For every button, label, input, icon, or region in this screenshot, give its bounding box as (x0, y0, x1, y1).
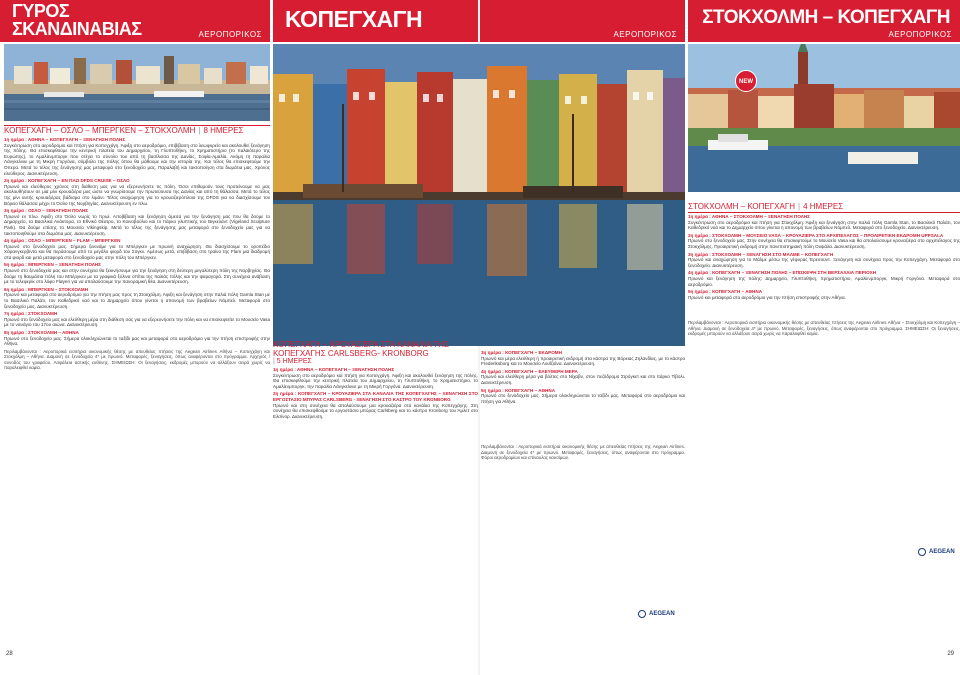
new-badge: NEW (735, 70, 757, 92)
divider-line (688, 212, 960, 213)
tour-days: 4 ΗΜΕΡΕΣ (803, 202, 844, 211)
day-heading: 1η ημέρα : ΑΘΗΝΑ – ΣΤΟΚΧΟΛΜΗ – ΞΕΝΑΓΗΣΗ ΠΟΛΗΣ (688, 214, 810, 219)
section-title: ΚΟΠΕΓΧΑΓΗ – ΟΣΛΟ – ΜΠΕΡΓΚΕΝ – ΣΤΟΚΧΟΛΜΗ | 8 ΗΜΕΡΕΣ (4, 126, 244, 135)
aegean-logo (918, 548, 955, 556)
day-text: Πρωινό και μεταφορά στο αεροδρόμιο για την πτήση μας προς τη Στοκχόλμη. Άφιξη και ξενάγηση στην παλιά πόλη Gamla Stan με το Βασιλικό Παλάτι, τον Καθεδρικό ναό και το Δημαρχείο όπου γίνεται η απονομή των βραβείων Νόμπελ. Μεταφορά στο ξενοδοχείο μας. Διανυκτέρευση. (4, 292, 270, 309)
day-text: Πρωινό εν πλω. Άφιξη στο Όσλο νωρίς το πρωί. Αποβίβαση και ξενάγηση άμεσα για την ξενάγηση μας που θα δούμε το Δημαρχείο, τα Βασιλικά Ανάκτορα, το Εθνικό Θέατρο, το Κοινοβούλιο και το πάρκο γλυπτικής του Βιγκελάντ (Vigeland Sculpture Park). Θα δούμε επίσης το Μουσείο Vikingskip. Μετά το τέλος της ξενάγησης μας μεταφορά στο ξενοδοχείο μας για να τακτοποιηθούμε στα δωμάτια μας. Διανυκτέρευση. (4, 213, 270, 236)
day-heading: 3η ημέρα : ΣΤΟΚΧΟΛΜΗ – ΞΕΝΑΓΗΣΗ ΣΤΟ ΜΑΛΜΕ – ΚΟΠΕΓΧΑΓΗ (688, 251, 834, 257)
day-heading: 7η ημέρα : ΣΤΟΚΧΟΛΜΗ (4, 311, 58, 317)
banner-subtitle: ΑΕΡΟΠΟΡΙΚΟΣ (888, 30, 952, 39)
day-item (481, 388, 685, 405)
day-item (4, 262, 270, 284)
day-text: Πρωινό στο ξενοδοχείο μας. Σήμερα ολοκληρώνεται το ταξίδι μας. Μεταφορά στο αεροδρόμιο και πτήση για Αθήνα. (481, 393, 685, 404)
banner-subtitle: ΑΕΡΟΠΟΡΙΚΟΣ (198, 30, 262, 39)
photo-oslo-harbour (4, 44, 270, 121)
day-text: Πρωινό και μεταφορά στο αεροδρόμιο για την πτήση επιστροφής στην Αθήνα. (688, 294, 846, 300)
day-item (481, 369, 685, 386)
inclusions-note: Περιλαμβάνονται : Αεροπορικά εισιτήρια οικονομικής θέσης με απευθείας πτήσεις της Aegean Airlines Αθήνα – Στοκχόλμη και Κοπεγχάγη – Αθήνα. Διαμονή σε ξενοδοχεία 4* με πρωινό. Μεταφορές, ξεναγήσεις, όπως αναφέρονται στο πρόγραμμα. ΣΗΜΕΙΩΣΗ: Οι ξεναγήσεις, εκδρομές μπορούν να αλλάξουν σειρά χωρίς να παραλειφθεί καμία. (688, 320, 960, 337)
day-item (4, 178, 270, 206)
day-heading: 5η ημέρα : ΚΟΠΕΓΧΑΓΗ – ΑΘΗΝΑ (688, 289, 763, 295)
day-item (4, 287, 270, 309)
day-text: Πρωινό και ξενάγηση της πόλης: Δημαρχείο, Γλυπτοθήκη, Χρηματιστήριο, Αμαλίενμποργκ, Μικρή Γοργόνα. Μεταφορά στο αεροδρόμιο. (688, 275, 960, 287)
day-text: Συγκέντρωση στο αεροδρόμιο και πτήση για Κοπεγχάγη. Άφιξη και ακολουθεί ξενάγηση της πόλης. Θα επισκεφθούμε την κεντρική πλατεία του Δημαρχείου, τη Γλυπτοθήκη, το Χρηματιστήριο, το Αμαλίενμποργκ, την παραλία Λάνγκελινιε με τη Μικρή Γοργόνα. Διανυκτέρευση. (273, 372, 478, 389)
section-title: ΣΤΟΚΧΟΛΜΗ – ΚΟΠΕΓΧΑΓΗ | 4 ΗΜΕΡΕΣ (688, 202, 844, 211)
day-heading: 4η ημέρα : ΟΣΛΟ – ΜΠΕΡΓΚΕΝ – FLAM – ΜΠΕΡΓΚΕΝ (4, 238, 121, 244)
day-heading: 2η ημέρα : ΚΟΠΕΓΧΑΓΗ – ΕΝ ΠΛΩ DFDS CRUISE – ΟΣΛΟ (4, 178, 130, 184)
day-item (481, 350, 685, 367)
day-text: Συγκέντρωση στο αεροδρόμιο και πτήση για Κοπεγχάγη. Άφιξη στο αεροδρόμιο, επιβίβαση στο λεωφορείο και ακολουθεί ξενάγηση της πόλης. Θα επισκεφθούμε την κεντρική πλατεία του Δημαρχείου, τη Γλυπτοθήκη, το Χρηματιστήριο (το παλαιότερο της Ευρώπης), το Αμαλίενμποργκ που στέγει το σύνολο του από τη βασίλισσα της Δανίας, Σοφία-Αμαλία. Ακόμη τη παραλία Λάνγκελινιε με τη Μικρή Γοργόνα, σύμβολο της πόλης όπου θα μάθουμε και την ιστορία της. Και τέλος θα επισκεφτούμε την Οπερα. Μετά το τέλος της ξενάγησης μας μεταφορά στο ξενοδοχείο μας. Παραλαβή και τακτοποίηση στα δωμάτια μας. Χρόνος ελεύθερος. Διανυκτέρευση. (4, 142, 270, 176)
day-text: Πρωινό στο ξενοδοχείο μας. Σήμερα ολοκληρώνεται το ταξίδι μας και μεταφορά στο αεροδρόμιο για την πτήση επιστροφής στην Αθήνα. (4, 335, 270, 347)
divider-line (4, 125, 270, 126)
tour-title: ΚΟΠΕΓΧΑΓΗ – ΟΣΛΟ – ΜΠΕΡΓΚΕΝ – ΣΤΟΚΧΟΛΜΗ (4, 126, 196, 135)
tour-title: ΣΤΟΚΧΟΛΜΗ – ΚΟΠΕΓΧΑΓΗ (688, 202, 796, 211)
day-text: Πρωινό στο ξενοδοχείο μας. Σήμερα ξεκινάμε για το Μπέργκεν με πρωινή αναχώρηση. Θα διασχίσουμε το οροπέδιο Χάρανγκερβιντα και θα περάσουμε από το μεγάλο φιορδ του Σογκν. Αμέσως μετά, επιβίβαση στο τραίνο της Flam μια διαδρομή στα φιορδ και μετά μεταφορά στο ξενοδοχείο μας στην πόλη του Μπέργκεν. (4, 243, 270, 260)
day-heading: 1η ημέρα : ΑΘΗΝΑ – ΚΟΠΕΓΧΑΓΗ – ΞΕΝΑΓΗΣΗ ΠΟΛΗΣ (273, 367, 395, 372)
day-item (273, 391, 478, 419)
day-heading: 2η ημέρα : ΚΟΠΕΓΧΑΓΗ – ΚΡΟΥΑΖΙΕΡΑ ΣΤΑ ΚΑΝΑΛΙΑ ΤΗΣ ΚΟΠΕΓΧΑΓΗΣ – ΞΕΝΑΓΗΣΗ ΣΤΟ ΕΡΓΟΣΤΑΣΙΟ ΜΠΥΡΑΣ CARLSBERG - ΞΕΝΑΓΗΣΗ ΣΤΟ ΚΑΣΤΡΟ ΤΟΥ KRONBORG (273, 391, 478, 402)
itinerary-column (273, 367, 478, 639)
aegean-logo (638, 610, 675, 618)
banner-stockholm-copenhagen (688, 0, 960, 42)
photo-nyhavn-canal (273, 44, 685, 346)
day-text: Πρωινό και στη συνέχεια θα απολαύσουμε μια κρουαζιέρα στα κανάλια της Κοπεγχάγης. Στη συνέχεια θα επισκεφθούμε το εργοστάσιο μπύρας Carlsberg και το κάστρο Kronborg του Άμλετ στο Ελσίνορ. Διανυκτέρευση. (273, 402, 478, 419)
day-item (688, 252, 960, 269)
banner-title: ΚΟΠΕΓΧΑΓΗ (285, 6, 423, 32)
day-item (4, 311, 270, 328)
day-text: Συγκέντρωση στο αεροδρόμιο και πτήση για Στοκχόλμη. Άφιξη και ξενάγηση στην παλιά πόλη Gamla Stan, το Βασιλικό Παλάτι, τον Καθεδρικό ναό και το Δημαρχείο όπου γίνεται η απονομή των βραβείων Νόμπελ. Μεταφορά στο ξενοδοχείο. Διανυκτέρευση. (688, 219, 960, 231)
day-item (4, 330, 270, 347)
photo-stockholm-skyline (688, 44, 960, 192)
day-heading: 3η ημέρα : ΚΟΠΕΓΧΑΓΗ – ΕΚΔΡΟΜΗ (481, 350, 562, 355)
banner-title: ΣΤΟΚΧΟΛΜΗ – ΚΟΠΕΓΧΑΓΗ (702, 7, 950, 28)
tour-days: | 5 ΗΜΕΡΕΣ (273, 358, 312, 365)
day-heading: 5η ημέρα : ΜΠΕΡΓΚΕΝ – ΞΕΝΑΓΗΣΗ ΠΟΛΗΣ (4, 262, 101, 268)
banner-subtitle: ΑΕΡΟΠΟΡΙΚΟΣ (613, 30, 677, 39)
day-item (273, 367, 478, 389)
day-heading: 5η ημέρα : ΚΟΠΕΓΧΑΓΗ – ΑΘΗΝΑ (481, 387, 556, 393)
day-heading: 4η ημέρα : ΚΟΠΕΓΧΑΓΗ – ΞΕΝΑΓΗΣΗ ΠΟΛΗΣ – ΕΠΙΣΚΕΨΗ ΣΤΗ ΒΕΡΣΑΛΛΙΑ ΠΕΡΙΟΧΗ (688, 270, 877, 276)
inclusions-note: Περιλαμβάνονται : Αεροπορικά εισιτήρια οικονομικής θέσης με απευθείας πτήσεις της Aegean Airlines. Διαμονή σε ξενοδοχεία 4* με πρωινό. Μεταφορές, ξεναγήσεις, όπως αναφέρονται στο πρόγραμμα. Φόροι αεροδρομίων και επίναυλος καυσίμων. (481, 444, 685, 461)
inclusions-note: Περιλαμβάνονται : Αεροπορικά εισιτήρια οικονομικής θέσης με απευθείας πτήσεις της Aegean Airlines Αθήνα – Κοπεγχάγη και Στοκχόλμη – Αθήνα. Διαμονή σε ξενοδοχεία 4* με πρωινό. Μεταφορές, ξεναγήσεις, όπως αναφέρονται στο πρόγραμμα. Αρχηγός / συνοδός του γραφείου. Ασφάλεια αστικής ευθύνης. ΣΗΜΕΙΩΣΗ: Οι ξεναγήσεις, εκδρομές μπορούν να αλλάξουν σειρά χωρίς να παραλειφθεί καμία. (4, 348, 270, 370)
day-heading: 3η ημέρα : ΟΣΛΟ – ΞΕΝΑΓΗΣΗ ΠΟΛΗΣ (4, 208, 89, 214)
day-text: Πρωινό και αναχώρηση για το Μάλμε μέσω της γέφυρας Έρεσουντ. Ξενάγηση και συνέχεια προς την Κοπεγχάγη. Μεταφορά στο ξενοδοχείο. Διανυκτέρευση. (688, 257, 960, 268)
day-heading: 8η ημέρα : ΣΤΟΚΧΟΛΜΗ – ΑΘΗΝΑ (4, 330, 79, 335)
page-number: 28 (6, 651, 13, 657)
itinerary-column (688, 214, 960, 644)
day-item (688, 289, 960, 300)
day-heading: 4η ημέρα : ΚΟΠΕΓΧΑΓΗ – ΕΛΕΥΘΕΡΗ ΜΕΡΑ (481, 368, 578, 374)
section-title: ΚΟΠΕΓΧΑΓΗ – ΚΡΟΥΑΖΙΕΡΑ ΣΤΑ ΚΑΝΑΛΙΑ ΤΗΣ ΚΟΠΕΓΧΑΓΗΣ CARLSBERG- KRONBORG (273, 340, 449, 358)
aegean-logo-mark (918, 548, 926, 556)
day-text: Πρωινό και μέρα ελεύθερη ή προαιρετική εκδρομή στα κάστρα της Βόρειας Ζηλανδίας, με το κάστρο Frederiksborg και το Μουσείο Λουΐζιάνα. Διανυκτέρευση. (481, 355, 685, 367)
aegean-logo-text: AEGEAN (649, 611, 675, 617)
day-item (688, 270, 960, 287)
day-text: Πρωινό και ελεύθερος χρόνος στη διάθεση μας για να εξερευνήσετε τις πόλη. Όσοι επιθυμούν τους προτείνουμε να μας ακολουθήσουν σε μια μίνι κρουαζιέρα μας ώστε να γνωρίσουμε την πρωτεύουσα της Δανίας και από τη θάλασσα. Μετά το τέλος της μίνι αυτής κρουαζιέρας βάδισμα στο λιμάνι. Τέλος αναχώρηση για το κρουαζιερόπλοιο της DFDS για να διασχίσουμε τον Βόρειο θάλασσα μέχρι το Όσλο της Νορβηγίας. Διανυκτέρευση εν πλω. (4, 183, 270, 206)
day-text: Πρωινό στο ξενοδοχείο μας και ελεύθερη μέρα στη διάθεση σας για να εξερευνήσετε την πόλη και να επισκεφτείτε το Μουσείο Vasa με το ναυάγιο του 17ου αιώνα. Διανυκτέρευση. (4, 316, 270, 328)
banner-title-line2: ΣΚΑΝΔΙΝΑΒΙΑΣ (12, 19, 142, 39)
tour-days-label: 5 ΗΜΕΡΕΣ (276, 358, 312, 365)
day-heading: 1η ημέρα : ΑΘΗΝΑ – ΚΟΠΕΓΧΑΓΗ – ΞΕΝΑΓΗΣΗ ΠΟΛΗΣ (4, 137, 126, 142)
day-heading: 6η ημέρα : ΜΠΕΡΓΚΕΝ – ΣΤΟΚΧΟΛΜΗ (4, 286, 89, 292)
itinerary-column (481, 350, 685, 639)
day-text: Πρωινό στο ξενοδοχείο μας και στην συνέχεια θα ξεκινήσουμε για την ξενάγηση στη δεύτερη μεγαλύτερη πόλη της Νορβηγίας. Θα δούμε τη θαυμάσια πόλη του Μπέργκεν με τα γραφικά ξύλινα σπίτια της παλιάς πόλης και την ψαραγορά. Στη συνέχεια ανάβαση με το τελεφερίκ στο λόφο Fløyen για να απολαύσουμε την πανοραμική θέα. Διανυκτέρευση. (4, 268, 270, 285)
itinerary-column (4, 127, 270, 647)
day-text: Πρωινό στο ξενοδοχείο μας. Στην συνέχεια θα επισκεφτούμε το Μουσείο Vasa και θα απολαύσουμε κρουαζιέρα στο αρχιπέλαγος της Στοκχόλμης. Προαιρετική εκδρομή στην πανεπιστημιακή πόλη Ουψάλα. Διανυκτέρευση. (688, 238, 960, 249)
day-item (4, 238, 270, 260)
day-heading: 2η ημέρα : ΣΤΟΚΧΟΛΜΗ – ΜΟΥΣΕΙΟ VASA – ΚΡΟΥΑΖΙΕΡΑ ΣΤΟ ΑΡΧΙΠΕΛΑΓΟΣ – ΠΡΟΑΙΡΕΤΙΚΗ ΕΚΔΡΟΜΗ UPPSALA (688, 232, 944, 238)
banner-scandinavia (0, 0, 270, 42)
aegean-logo-text: AEGEAN (929, 549, 955, 555)
day-item (688, 214, 960, 231)
aegean-logo-mark (638, 610, 646, 618)
day-text: Πρωινό και ελεύθερη μέρα για βόλτες στο Νίχαβν, στον πεζόδρομο Στρόγκετ και στο πάρκο Τίβολι. Διανυκτέρευση. (481, 374, 685, 385)
day-item (688, 233, 960, 250)
tour-days: 8 ΗΜΕΡΕΣ (203, 126, 244, 135)
page-number: 29 (947, 651, 954, 657)
banner-title-line1: ΓΥΡΟΣ (12, 1, 70, 21)
day-item (4, 208, 270, 236)
day-item (4, 137, 270, 176)
